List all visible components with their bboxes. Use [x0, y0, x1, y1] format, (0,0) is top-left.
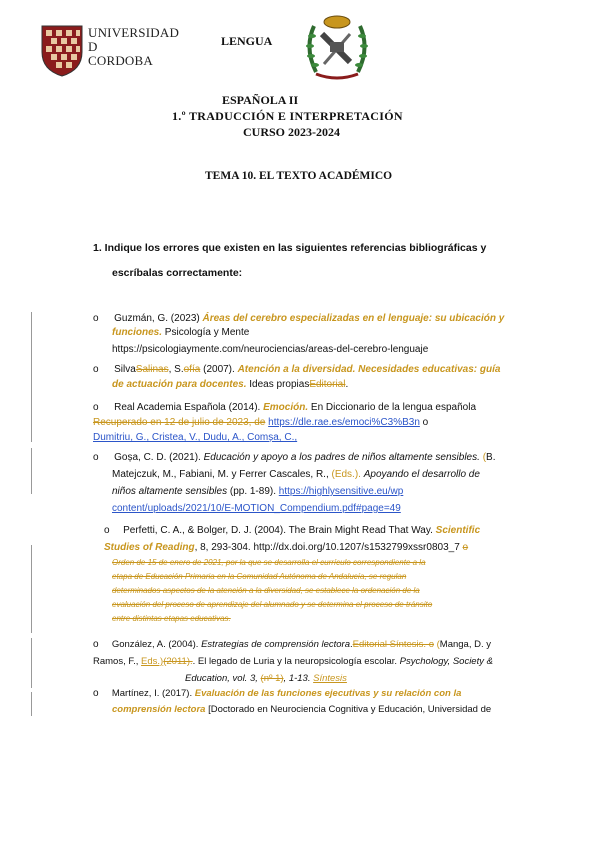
list-bullet: o [93, 688, 99, 699]
reference-item-2 [93, 363, 593, 392]
ref3-title: Emoción. [263, 402, 309, 413]
list-bullet: o [93, 452, 99, 463]
ref2-publisher: Ideas propias [249, 379, 310, 390]
ref2-deleted-surname: Salinas [135, 364, 169, 375]
ref6-deleted-number: (nº 1) [260, 673, 284, 684]
ref4-editors: Matejczuk, M., Fabiani, M. y Ferrer Cascales, R., [112, 469, 329, 480]
ref3-url-link[interactable]: https://dle.rae.es/emoci%C3%B3n [268, 417, 420, 428]
university-crest-icon [38, 22, 86, 78]
ref2-end: . [345, 379, 349, 390]
list-bullet: o [93, 639, 99, 650]
ref6-journal: Psychology, Society & [399, 656, 493, 667]
degree-line: 1.º TRADUCCIÓN E INTERPRETACIÓN [172, 109, 403, 123]
ref5-deleted-line-4: evaluación del proceso de aprendizaje del alumnado y se determina el proceso de tránsito [112, 600, 433, 609]
ref6-insert-mark: ( [436, 639, 440, 650]
university-name-line-2: D [88, 39, 98, 54]
reference-item-3 [93, 401, 600, 445]
list-bullet: o [93, 402, 99, 413]
ref1-title-line-1: Áreas del cerebro especializadas en el lenguaje: su ubicación y [202, 313, 505, 324]
question-line-2: escríbalas correctamente: [112, 267, 243, 279]
ref5-deleted-line-1: Orden de 15 de enero de 2021, por la que se desarrolla el currículo correspondiente a la [112, 558, 426, 567]
ref4-eds: (Eds.). [331, 469, 361, 480]
ref1-url: https://psicologiaymente.com/neurociencias/areas-del-cerebro-lenguaje [112, 344, 429, 355]
ref3-author: Real Academia Española (2014). [114, 402, 261, 413]
reference-item-7 [93, 687, 598, 717]
university-logo [38, 22, 188, 82]
ref2-title-line-2: de actuación para docentes. [112, 379, 247, 390]
university-name-line-3: CORDOBA [88, 53, 153, 68]
list-bullet: o [104, 525, 110, 536]
ref5-rest: , 8, 293-304. http://dx.doi.org/10.1207/s1532799xssr0803_7 [194, 542, 460, 553]
ref3-rest: En Diccionario de la lengua española [310, 402, 477, 413]
reference-item-6: o González, A. (2004). Estrategias de comprensión lectora.Editorial Síntesis. o (Manga, D. y Ramos, F., Eds.)(2011).. El legado de Luria y la neuropsicología escolar. Psychology, Society & Education, vol. 3, (nº 1), 1-13. Síntesis [93, 639, 493, 684]
reference-item-1 [93, 312, 593, 357]
revision-bar-3 [31, 545, 32, 633]
ref5-deleted-mark: o [462, 542, 469, 553]
ref4-title: Educación y apoyo a los padres de niños altamente sensibles. [203, 452, 480, 463]
ref2-title-line-1: Atención a la diversidad. Necesidades educativas: guía [237, 364, 501, 375]
ref6-deleted-year: (2011). [163, 656, 193, 667]
ref4-author: Goșa, C. D. (2021). [114, 452, 201, 463]
subject-espanola: ESPAÑOLA II [222, 93, 299, 107]
ref6-eds: Eds.) [141, 656, 164, 667]
ref1-publisher: Psicología y Mente [164, 327, 250, 338]
ref2-author-surname: Silva [114, 364, 136, 375]
revision-bar-1 [31, 312, 32, 442]
ref4-pages: (pp. 1-89). [229, 486, 276, 497]
ref4-url-line-1[interactable]: https://highlysensitive.eu/wp [278, 486, 404, 497]
revision-bar-5 [31, 692, 32, 716]
ref4-url-line-2[interactable]: content/uploads/2021/10/E-MOTION_Compendium.pdf#page=49 [112, 503, 401, 514]
ref2-deleted-publisher: Editorial [309, 379, 346, 390]
reference-item-5 [104, 524, 599, 626]
ref1-title-line-2: funciones. [112, 327, 163, 338]
ref6-editors-1: Manga, D. y [439, 639, 492, 650]
ref3-inline-bullet: o [422, 417, 429, 428]
ref2-author-initial: , S. [168, 364, 184, 375]
ref6-volume: Education, vol. 3, [185, 673, 258, 684]
ref6-pages: , 1-13. [283, 673, 311, 684]
ref7-title-line-2: comprensión lectora [112, 704, 206, 715]
reference-item-4 [93, 451, 600, 516]
ref7-title-line-1: Evaluación de las funciones ejecutivas y su relación con la [194, 688, 462, 699]
ref6-dot: . [350, 639, 353, 650]
revision-bar-2 [31, 448, 32, 494]
ref5-author: Perfetti, C. A., & Bolger, D. J. (2004). The Brain Might Read That Way. [123, 525, 433, 536]
ref4-book-title-2: niños altamente sensibles [112, 486, 228, 497]
ref5-deleted-line-2: etapa de Educación Primaria en la Comunidad Autónoma de Andalucía, se regulan [112, 572, 407, 581]
university-name-line-1: UNIVERSIDAD [88, 25, 180, 40]
ref6-editors-2: Ramos, F., [93, 656, 139, 667]
ref4-eds-start: B. [486, 452, 496, 463]
question-line-1: 1. Indique los errores que existen en las siguientes referencias bibliográficas y [93, 242, 487, 254]
subject-lengua: LENGUA [221, 34, 273, 48]
ref3-deleted-retrieved: Recuperado en 12 de julio de 2023, de [93, 417, 266, 428]
topic-title: TEMA 10. EL TEXTO ACADÉMICO [205, 170, 393, 182]
ref4-book-title-1: Apoyando el desarrollo de [363, 469, 480, 480]
list-bullet: o [93, 364, 99, 375]
ref5-journal-a: Scientific [435, 525, 481, 536]
ref6-title: Estrategias de comprensión lectora [201, 639, 351, 650]
ref6-sintesis: Síntesis [313, 673, 347, 684]
ref2-deleted-name: ofía [183, 364, 201, 375]
ref4-insert-mark: ( [482, 452, 487, 463]
ref3-next-authors[interactable]: Dumitriu, G., Cristea, V., Dudu, A., Comșa, C., [93, 432, 298, 443]
list-bullet: o [93, 313, 99, 324]
ref2-year: (2007). [203, 364, 235, 375]
ref6-book-title: El legado de Luria y la neuropsicología escolar. [197, 656, 398, 667]
ref6-author: González, A. (2004). [111, 639, 199, 650]
ref6-deleted-publisher: Editorial Síntesis. o [352, 639, 434, 650]
ref5-journal-b: Studies of Reading [104, 542, 195, 553]
course-line: CURSO 2023-2024 [243, 125, 341, 139]
faculty-emblem-icon [304, 12, 370, 82]
ref7-author: Martínez, I. (2017). [111, 688, 193, 699]
ref5-deleted-line-3: determinados aspectos de la atención a la diversidad, se establece la ordenación de la [112, 586, 420, 595]
revision-bar-4 [31, 638, 32, 688]
ref7-rest: [Doctorado en Neurociencia Cognitiva y Educación, Universidad de [208, 704, 492, 715]
ref1-author: Guzmán, G. (2023) [114, 313, 200, 324]
ref5-deleted-line-5: entre distintas etapas educativas. [112, 614, 231, 623]
